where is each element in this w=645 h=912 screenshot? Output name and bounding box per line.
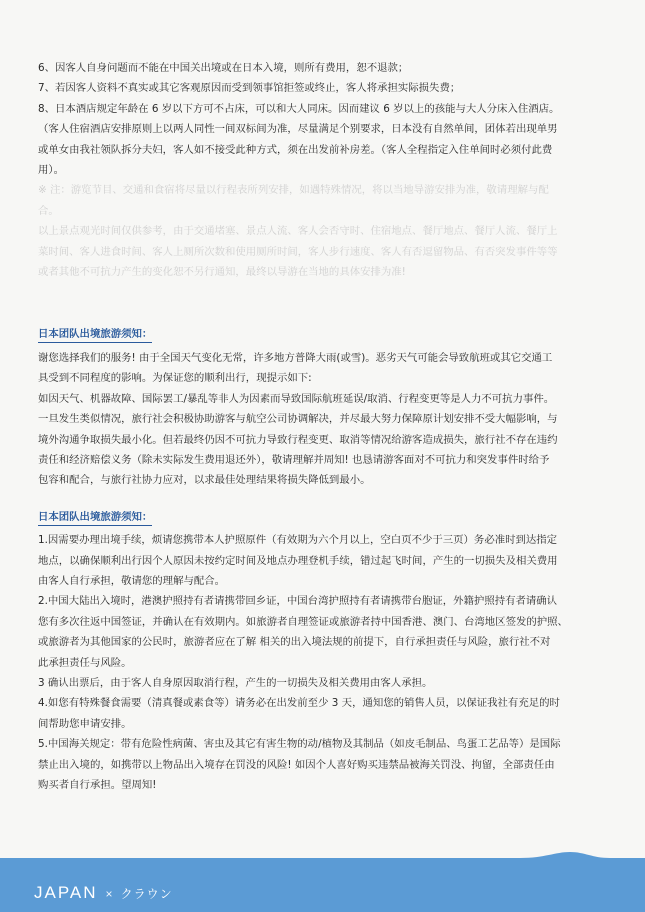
section-line: 5.中国海关规定：带有危险性病菌、害虫及其它有害生物的动/植物及其制品（如皮毛制品、鸟蛋工艺品等）是国际 — [38, 738, 561, 751]
section-line: 1.因需要办理出境手续，烦请您携带本人护照原件（有效期为六个月以上，空白页不少于三页）务必准时到达指定 — [38, 534, 558, 547]
section-line: 间帮助您申请安排。 — [38, 717, 132, 730]
section-line: 由客人自行承担，敬请您的理解与配合。 — [38, 574, 226, 587]
section-line: 具受到不同程度的影响。为保证您的顺利出行，现提示如下: — [38, 372, 312, 385]
section-line: 境外沟通争取损失最小化。但若最终仍因不可抗力导致行程变更、取消等情况给游客造成损失，旅行社不存在违约 — [38, 433, 558, 446]
section-line: 地点，以确保顺利出行因个人原因未按约定时间及地点办理登机手续，错过起飞时间，产生的一切损失及相关费用 — [38, 554, 558, 567]
policy-line: 用）。 — [38, 164, 64, 177]
section-line: 或旅游者为其他国家的公民时，旅游者应在了解 相关的出入境法规的前提下，自行承担责任与风险，旅行社不对 — [38, 636, 551, 649]
policy-line: 8、日本酒店规定年龄在 6 岁以下方可不占床，可以和大人同床。因而建议 6 岁以上的孩能与大人分床入住酒店。 — [38, 102, 560, 115]
section-title-weather: 日本团队出境旅游须知： — [38, 327, 152, 343]
faded-note-line: 菜时间、客人进食时间、客人上厕所次数和使用厕所时间，客人步行速度、客人有否逗留物品、有否突发事件等等 — [38, 245, 558, 258]
section-line: 责任和经济赔偿义务（除未实际发生费用退还外），敬请理解并周知! 也恳请游客面对不可抗力和突发事件时给予 — [38, 453, 550, 466]
brand-separator: × — [105, 887, 113, 901]
section-line: 禁止出入境的，如携带以上物品出入境存在罚没的风险! 如因个人喜好购买违禁品被海关罚没、拘留，全部责任由 — [38, 758, 555, 771]
section-line: 此承担责任与风险。 — [38, 656, 132, 669]
faded-note-line: 合。 — [38, 204, 59, 217]
faded-note-line: ※ 注：游览节目、交通和食宿将尽量以行程表所列安排，如遇特殊情况，将以当地导游安排为准，敬请理解与配 — [38, 184, 549, 197]
section-title-entry: 日本团队出境旅游须知： — [38, 510, 152, 526]
footer-band — [0, 852, 645, 912]
section-line: 如因天气、机器故障、国际罢工/暴乱等非人为因素而导致国际航班延误/取消、行程变更等是人力不可抗力事件。 — [38, 392, 555, 405]
section-line: 3 确认出票后，由于客人自身原因取消行程，产生的一切损失及相关费用由客人承担。 — [38, 676, 433, 689]
policy-line: 或单女由我社领队拆分夫妇，客人如不接受此种方式，须在出发前补房差。（客人全程指定入住单间时必须付此费 — [38, 143, 553, 156]
section-line: 一旦发生类似情况，旅行社会积极协助游客与航空公司协调解决，并尽最大努力保障原计划安排不受大幅影响，与 — [38, 413, 558, 426]
footer-wave-shape — [0, 852, 645, 912]
footer-brand — [34, 883, 173, 903]
policy-line: （客人住宿酒店安排原则上以两人同性一间双标间为准，尽量满足个别要求，日本没有自然单间，团体若出现单男 — [38, 123, 558, 136]
section-line: 谢您选择我们的服务! 由于全国天气变化无常，许多地方普降大雨(或雪)。恶劣天气可能会导致航班或其它交通工 — [38, 351, 553, 364]
section-line: 2.中国大陆出入境时，港澳护照持有者请携带回乡证，中国台湾护照持有者请携带台胞证，外籍护照持有者请确认 — [38, 595, 558, 608]
section-line: 包容和配合，与旅行社协力应对，以求最佳处理结果将损失降低到最小。 — [38, 474, 371, 487]
section-line: 4.如您有特殊餐食需要（清真餐或素食等）请务必在出发前至少 3 天，通知您的销售人员，以保证我社有充足的时 — [38, 697, 560, 710]
brand-crown: クラウン — [120, 887, 173, 901]
faded-note-line: 以上景点观光时间仅供参考，由于交通堵塞、景点人流、客人会否守时、住宿地点、餐厅地点、餐厅人流、餐厅上 — [38, 225, 558, 238]
policy-line: 7、若因客人资料不真实或其它客观原因而受到领事馆拒签或终止，客人将承担实际损失费； — [38, 82, 461, 95]
document-body — [38, 58, 610, 795]
section-line: 购买者自行承担。望周知! — [38, 779, 157, 791]
brand-japan: JAPAN — [34, 883, 98, 902]
faded-note-line: 或者其他不可抗力产生的变化恕不另行通知，最终以导游在当地的具体安排为准! — [38, 266, 406, 279]
section-line: 您有多次往返中国签证，并确认在有效期内。如旅游者自理签证或旅游者持中国香港、澳门、台湾地区签发的护照、 — [38, 615, 568, 628]
policy-line: 6、因客人自身问题而不能在中国关出境或在日本入境，则所有费用，恕不退款； — [38, 62, 409, 74]
